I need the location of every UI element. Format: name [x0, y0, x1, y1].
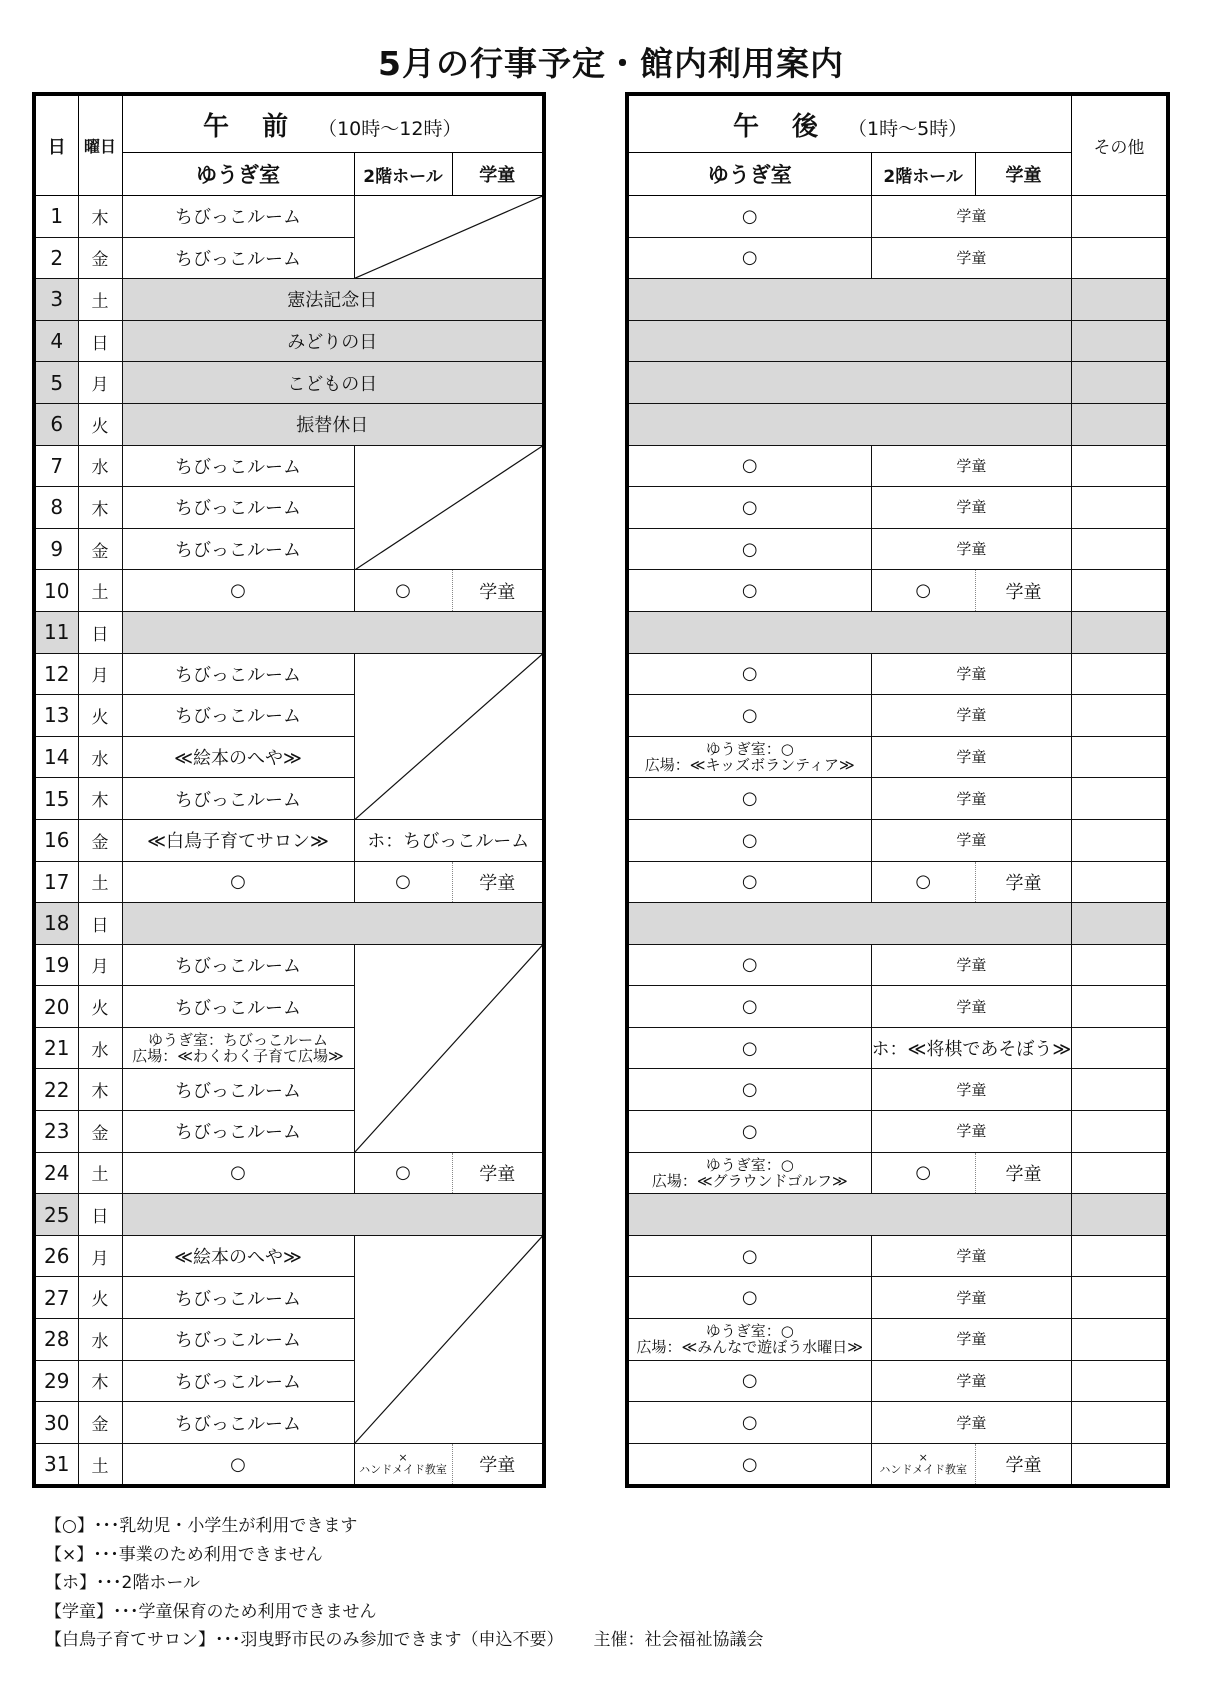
afternoon-yuugi-cell: [627, 736, 871, 778]
afternoon-row: [627, 487, 1168, 529]
afternoon-other-cell: [1072, 903, 1168, 945]
afternoon-row: [627, 1194, 1168, 1236]
morning-yuugi-cell: ちびっこルーム: [122, 1111, 354, 1153]
day-cell: 20: [34, 986, 78, 1028]
legend-ho: 【ホ】･･･2階ホール: [45, 1573, 200, 1594]
afternoon-gakudo-header: 学童: [975, 153, 1071, 196]
morning-gakudo-cell: 学童: [452, 1443, 544, 1486]
morning-yuugi-cell: ちびっこルーム: [122, 1277, 354, 1319]
afternoon-other-cell: [1072, 1194, 1168, 1236]
morning-row: [34, 1152, 544, 1194]
afternoon-row: [627, 819, 1168, 861]
morning-yuugi-cell: ≪絵本のへや≫: [122, 1235, 354, 1277]
morning-closed-cell: [354, 944, 544, 1152]
afternoon-other-cell: [1072, 986, 1168, 1028]
morning-row: [34, 1235, 544, 1277]
morning-yuugi-cell: ○: [122, 1152, 354, 1194]
morning-schedule-table: [32, 92, 546, 1488]
morning-label: 午 前: [203, 111, 301, 142]
afternoon-other-cell: [1072, 320, 1168, 362]
morning-yuugi-cell: ちびっこルーム: [122, 445, 354, 487]
diagonal-slash: [355, 654, 543, 819]
morning-hall-cell-line1: ×: [398, 1451, 408, 1465]
legend-circle: 【○】･･･乳幼児・小学生が利用できます: [45, 1516, 358, 1536]
afternoon-row: [627, 1152, 1168, 1194]
legend-cross: 【×】･･･事業のため利用できません: [45, 1544, 323, 1565]
weekday-cell: 土: [78, 570, 122, 612]
weekday-cell: 月: [78, 944, 122, 986]
afternoon-hall-cell: ○: [871, 861, 975, 903]
day-cell: 30: [34, 1402, 78, 1444]
weekday-cell: 日: [78, 903, 122, 945]
day-cell: 24: [34, 1152, 78, 1194]
morning-yuugi-cell: ちびっこルーム: [122, 1319, 354, 1361]
afternoon-other-cell: [1072, 1152, 1168, 1194]
afternoon-yuugi-cell: ○: [627, 695, 871, 737]
afternoon-hall-gakudo-cell: 学童: [871, 819, 1072, 861]
legend: [45, 1512, 764, 1655]
afternoon-other-cell: [1072, 1111, 1168, 1153]
morning-gakudo-cell: 学童: [452, 570, 544, 612]
weekday-cell: 土: [78, 1443, 122, 1486]
weekday-cell: 土: [78, 861, 122, 903]
afternoon-hall-gakudo-cell: 学童: [871, 944, 1072, 986]
afternoon-hall-gakudo-cell: 学童: [871, 778, 1072, 820]
morning-yuugi-cell: ○: [122, 570, 354, 612]
weekday-cell: 水: [78, 1027, 122, 1069]
morning-row: [34, 1194, 544, 1236]
morning-gakudo-header: 学童: [452, 153, 544, 196]
afternoon-hall-gakudo-cell: 学童: [871, 736, 1072, 778]
afternoon-event-cell: [627, 403, 1072, 445]
weekday-cell: 日: [78, 1194, 122, 1236]
morning-hall-cell: ○: [354, 1152, 452, 1194]
morning-yuugi-cell: ≪絵本のへや≫: [122, 736, 354, 778]
afternoon-row: [627, 237, 1168, 279]
weekday-cell: 土: [78, 279, 122, 321]
other-header: その他: [1072, 94, 1168, 196]
morning-row: [34, 903, 544, 945]
afternoon-label: 午 後: [732, 111, 831, 142]
afternoon-hall-cell-line2: ハンドメイド教室: [879, 1463, 967, 1477]
morning-row: [34, 944, 544, 986]
afternoon-yuugi-cell: ○: [627, 986, 871, 1028]
morning-closed-cell: [354, 1235, 544, 1443]
afternoon-yuugi-cell: ○: [627, 487, 871, 529]
morning-closed-cell: [354, 653, 544, 819]
afternoon-hall-gakudo-cell: 学童: [871, 695, 1072, 737]
afternoon-other-cell: [1072, 279, 1168, 321]
morning-yuugi-cell: ちびっこルーム: [122, 695, 354, 737]
afternoon-yuugi-cell: [627, 1152, 871, 1194]
afternoon-yuugi-cell: ○: [627, 1111, 871, 1153]
morning-yuugi-header: ゆうぎ室: [122, 153, 354, 196]
legend-salon: 【白鳥子育てサロン】･･･羽曳野市民のみ参加できます（申込不要） 主催：社会福祉協議会: [45, 1630, 764, 1651]
weekday-cell: 火: [78, 403, 122, 445]
weekday-cell: 水: [78, 445, 122, 487]
afternoon-section-header: [627, 94, 1072, 153]
morning-yuugi-cell: ちびっこルーム: [122, 653, 354, 695]
day-cell: 17: [34, 861, 78, 903]
afternoon-row: [627, 611, 1168, 653]
morning-yuugi-cell-line2: 広場：≪わくわく子育て広場≫: [132, 1047, 344, 1066]
day-cell: 19: [34, 944, 78, 986]
afternoon-other-cell: [1072, 362, 1168, 404]
morning-yuugi-cell: ちびっこルーム: [122, 1069, 354, 1111]
afternoon-row: [627, 1319, 1168, 1361]
morning-row: [34, 819, 544, 861]
day-cell: 12: [34, 653, 78, 695]
afternoon-hall-gakudo-cell: 学童: [871, 1402, 1072, 1444]
afternoon-other-cell: [1072, 1069, 1168, 1111]
afternoon-other-cell: [1072, 445, 1168, 487]
afternoon-other-cell: [1072, 196, 1168, 238]
afternoon-yuugi-cell: ○: [627, 528, 871, 570]
weekday-cell: 木: [78, 778, 122, 820]
afternoon-yuugi-cell-line2: 広場：≪みんなで遊ぼう水曜日≫: [636, 1338, 863, 1357]
afternoon-gakudo-cell: 学童: [975, 1152, 1071, 1194]
morning-event-cell: [122, 903, 544, 945]
afternoon-hall-gakudo-cell: 学童: [871, 487, 1072, 529]
afternoon-yuugi-cell: [627, 1319, 871, 1361]
organizer: 主催：社会福祉協議会: [593, 1630, 764, 1651]
morning-row: [34, 320, 544, 362]
weekday-cell: 木: [78, 1360, 122, 1402]
afternoon-row: [627, 362, 1168, 404]
afternoon-row: [627, 1443, 1168, 1486]
afternoon-yuugi-cell-line1: ゆうぎ室：○: [705, 740, 794, 759]
weekday-cell: 木: [78, 487, 122, 529]
morning-closed-cell: [354, 196, 544, 279]
afternoon-hall-gakudo-cell: ホ：≪将棋であそぼう≫: [871, 1027, 1072, 1069]
afternoon-row: [627, 279, 1168, 321]
afternoon-yuugi-cell: ○: [627, 778, 871, 820]
morning-hall-cell: ホ：ちびっこルーム: [354, 819, 544, 861]
day-cell: 16: [34, 819, 78, 861]
afternoon-row: [627, 903, 1168, 945]
afternoon-hall-gakudo-cell: 学童: [871, 445, 1072, 487]
afternoon-row: [627, 403, 1168, 445]
weekday-cell: 火: [78, 695, 122, 737]
morning-hall-header: 2階ホール: [354, 153, 452, 196]
afternoon-other-cell: [1072, 1402, 1168, 1444]
weekday-header: 曜日: [78, 94, 122, 196]
afternoon-row: [627, 1277, 1168, 1319]
afternoon-hall-gakudo-cell: 学童: [871, 1111, 1072, 1153]
afternoon-hall-gakudo-cell: 学童: [871, 237, 1072, 279]
diagonal-slash: [355, 196, 543, 278]
afternoon-row: [627, 986, 1168, 1028]
afternoon-other-cell: [1072, 778, 1168, 820]
afternoon-row: [627, 196, 1168, 238]
morning-row: [34, 861, 544, 903]
afternoon-yuugi-cell: ○: [627, 570, 871, 612]
afternoon-event-cell: [627, 320, 1072, 362]
afternoon-other-cell: [1072, 570, 1168, 612]
morning-yuugi-cell: ちびっこルーム: [122, 487, 354, 529]
afternoon-yuugi-cell: ○: [627, 237, 871, 279]
morning-gakudo-cell: 学童: [452, 861, 544, 903]
afternoon-row: [627, 653, 1168, 695]
afternoon-hall-gakudo-cell: 学童: [871, 1069, 1072, 1111]
day-cell: 13: [34, 695, 78, 737]
day-cell: 14: [34, 736, 78, 778]
day-cell: 5: [34, 362, 78, 404]
afternoon-other-cell: [1072, 944, 1168, 986]
weekday-cell: 日: [78, 611, 122, 653]
morning-row: [34, 1443, 544, 1486]
morning-hall-cell-line2: ハンドメイド教室: [359, 1463, 447, 1477]
afternoon-other-cell: [1072, 819, 1168, 861]
afternoon-row: [627, 1235, 1168, 1277]
morning-yuugi-cell: ちびっこルーム: [122, 778, 354, 820]
afternoon-yuugi-cell: ○: [627, 1443, 871, 1486]
afternoon-yuugi-cell: ○: [627, 944, 871, 986]
morning-row: [34, 279, 544, 321]
morning-section-header: [122, 94, 544, 153]
morning-row: [34, 445, 544, 487]
afternoon-gakudo-cell: 学童: [975, 1443, 1071, 1486]
morning-event-cell: [122, 611, 544, 653]
afternoon-gakudo-cell: 学童: [975, 861, 1071, 903]
day-cell: 2: [34, 237, 78, 279]
afternoon-yuugi-cell-line2: 広場：≪グラウンドゴルフ≫: [651, 1171, 848, 1190]
diagonal-slash: [355, 1236, 543, 1443]
afternoon-hall-cell: ○: [871, 1152, 975, 1194]
weekday-cell: 月: [78, 362, 122, 404]
morning-closed-cell: [354, 445, 544, 570]
weekday-cell: 木: [78, 1069, 122, 1111]
morning-gakudo-cell: 学童: [452, 1152, 544, 1194]
afternoon-hall-gakudo-cell: 学童: [871, 653, 1072, 695]
morning-yuugi-cell: ちびっこルーム: [122, 944, 354, 986]
afternoon-hall-gakudo-cell: 学童: [871, 1277, 1072, 1319]
afternoon-event-cell: [627, 903, 1072, 945]
afternoon-event-cell: [627, 362, 1072, 404]
afternoon-yuugi-cell: ○: [627, 196, 871, 238]
day-cell: 15: [34, 778, 78, 820]
afternoon-row: [627, 1360, 1168, 1402]
day-header: 日: [34, 94, 78, 196]
afternoon-event-cell: [627, 611, 1072, 653]
afternoon-row: [627, 1111, 1168, 1153]
morning-yuugi-cell: ○: [122, 1443, 354, 1486]
morning-event-cell: 振替休日: [122, 403, 544, 445]
afternoon-other-cell: [1072, 1277, 1168, 1319]
afternoon-yuugi-cell: ○: [627, 1360, 871, 1402]
morning-row: [34, 611, 544, 653]
afternoon-other-cell: [1072, 1443, 1168, 1486]
afternoon-yuugi-cell: ○: [627, 1069, 871, 1111]
morning-event-cell: こどもの日: [122, 362, 544, 404]
morning-event-cell: みどりの日: [122, 320, 544, 362]
day-cell: 27: [34, 1277, 78, 1319]
day-cell: 9: [34, 528, 78, 570]
afternoon-gakudo-cell: 学童: [975, 570, 1071, 612]
weekday-cell: 木: [78, 196, 122, 238]
day-cell: 18: [34, 903, 78, 945]
afternoon-row: [627, 944, 1168, 986]
afternoon-other-cell: [1072, 1360, 1168, 1402]
morning-yuugi-cell: ちびっこルーム: [122, 196, 354, 238]
weekday-cell: 火: [78, 986, 122, 1028]
afternoon-row: [627, 695, 1168, 737]
morning-hall-cell: [354, 1443, 452, 1486]
morning-yuugi-cell: ちびっこルーム: [122, 1402, 354, 1444]
weekday-cell: 金: [78, 237, 122, 279]
afternoon-row: [627, 861, 1168, 903]
day-cell: 1: [34, 196, 78, 238]
afternoon-hall-cell: [871, 1443, 975, 1486]
morning-event-cell: 憲法記念日: [122, 279, 544, 321]
day-cell: 21: [34, 1027, 78, 1069]
day-cell: 7: [34, 445, 78, 487]
afternoon-row: [627, 1402, 1168, 1444]
afternoon-other-cell: [1072, 695, 1168, 737]
afternoon-schedule-table: [625, 92, 1170, 1488]
afternoon-yuugi-cell: ○: [627, 1235, 871, 1277]
morning-hall-cell: ○: [354, 861, 452, 903]
morning-row: [34, 362, 544, 404]
afternoon-yuugi-cell: ○: [627, 819, 871, 861]
afternoon-other-cell: [1072, 1319, 1168, 1361]
afternoon-yuugi-cell: ○: [627, 1402, 871, 1444]
afternoon-yuugi-cell-line1: ゆうぎ室：○: [705, 1155, 794, 1174]
weekday-cell: 金: [78, 1111, 122, 1153]
afternoon-yuugi-cell: ○: [627, 653, 871, 695]
afternoon-row: [627, 528, 1168, 570]
morning-hall-cell: ○: [354, 570, 452, 612]
weekday-cell: 月: [78, 1235, 122, 1277]
weekday-cell: 日: [78, 320, 122, 362]
afternoon-hall-cell-line1: ×: [918, 1451, 928, 1465]
afternoon-row: [627, 1027, 1168, 1069]
day-cell: 31: [34, 1443, 78, 1486]
day-cell: 25: [34, 1194, 78, 1236]
afternoon-row: [627, 778, 1168, 820]
afternoon-other-cell: [1072, 653, 1168, 695]
afternoon-yuugi-header: ゆうぎ室: [627, 153, 871, 196]
afternoon-row: [627, 445, 1168, 487]
day-cell: 3: [34, 279, 78, 321]
day-cell: 29: [34, 1360, 78, 1402]
afternoon-other-cell: [1072, 403, 1168, 445]
afternoon-hall-gakudo-cell: 学童: [871, 986, 1072, 1028]
afternoon-yuugi-cell-line1: ゆうぎ室：○: [705, 1322, 794, 1341]
afternoon-event-cell: [627, 279, 1072, 321]
afternoon-other-cell: [1072, 487, 1168, 529]
afternoon-row: [627, 736, 1168, 778]
morning-yuugi-cell: ちびっこルーム: [122, 237, 354, 279]
morning-yuugi-cell-line1: ゆうぎ室：ちびっこルーム: [147, 1031, 328, 1050]
weekday-cell: 水: [78, 736, 122, 778]
afternoon-other-cell: [1072, 736, 1168, 778]
legend-gakudo: 【学童】･･･学童保育のため利用できません: [45, 1601, 377, 1622]
afternoon-other-cell: [1072, 1027, 1168, 1069]
page-title: 5月の行事予定・館内利用案内: [378, 44, 844, 83]
day-cell: 8: [34, 487, 78, 529]
afternoon-hall-cell: ○: [871, 570, 975, 612]
afternoon-yuugi-cell: ○: [627, 861, 871, 903]
afternoon-hall-gakudo-cell: 学童: [871, 1360, 1072, 1402]
weekday-cell: 火: [78, 1277, 122, 1319]
afternoon-hall-gakudo-cell: 学童: [871, 1235, 1072, 1277]
afternoon-yuugi-cell: ○: [627, 1027, 871, 1069]
weekday-cell: 土: [78, 1152, 122, 1194]
day-cell: 28: [34, 1319, 78, 1361]
afternoon-other-cell: [1072, 1235, 1168, 1277]
afternoon-other-cell: [1072, 861, 1168, 903]
day-cell: 22: [34, 1069, 78, 1111]
day-cell: 6: [34, 403, 78, 445]
morning-yuugi-cell: ちびっこルーム: [122, 1360, 354, 1402]
afternoon-hall-gakudo-cell: 学童: [871, 196, 1072, 238]
morning-hours: （10時～12時）: [318, 117, 462, 140]
day-cell: 23: [34, 1111, 78, 1153]
morning-yuugi-cell: ちびっこルーム: [122, 528, 354, 570]
weekday-cell: 金: [78, 1402, 122, 1444]
morning-yuugi-cell: ちびっこルーム: [122, 986, 354, 1028]
afternoon-row: [627, 570, 1168, 612]
diagonal-slash: [355, 446, 543, 570]
weekday-cell: 水: [78, 1319, 122, 1361]
weekday-cell: 月: [78, 653, 122, 695]
afternoon-event-cell: [627, 1194, 1072, 1236]
afternoon-other-cell: [1072, 237, 1168, 279]
afternoon-row: [627, 1069, 1168, 1111]
morning-yuugi-cell: [122, 1027, 354, 1069]
afternoon-hall-header: 2階ホール: [871, 153, 975, 196]
afternoon-yuugi-cell: ○: [627, 445, 871, 487]
diagonal-slash: [355, 945, 543, 1152]
day-cell: 11: [34, 611, 78, 653]
morning-row: [34, 196, 544, 238]
weekday-cell: 金: [78, 528, 122, 570]
afternoon-yuugi-cell: ○: [627, 1277, 871, 1319]
day-cell: 10: [34, 570, 78, 612]
morning-event-cell: [122, 1194, 544, 1236]
weekday-cell: 金: [78, 819, 122, 861]
day-cell: 4: [34, 320, 78, 362]
afternoon-row: [627, 320, 1168, 362]
day-cell: 26: [34, 1235, 78, 1277]
afternoon-hours: （1時～5時）: [848, 117, 968, 140]
morning-yuugi-cell: ≪白鳥子育てサロン≫: [122, 819, 354, 861]
morning-row: [34, 653, 544, 695]
morning-yuugi-cell: ○: [122, 861, 354, 903]
afternoon-other-cell: [1072, 611, 1168, 653]
afternoon-other-cell: [1072, 528, 1168, 570]
morning-row: [34, 570, 544, 612]
afternoon-hall-gakudo-cell: 学童: [871, 528, 1072, 570]
morning-row: [34, 403, 544, 445]
afternoon-hall-gakudo-cell: 学童: [871, 1319, 1072, 1361]
afternoon-yuugi-cell-line2: 広場：≪キッズボランティア≫: [644, 756, 855, 775]
